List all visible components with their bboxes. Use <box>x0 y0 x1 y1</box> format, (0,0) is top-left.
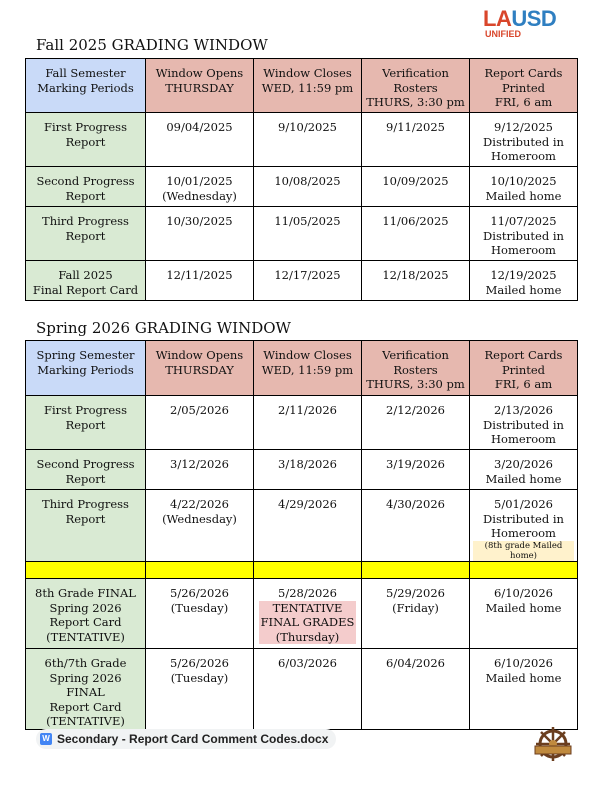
report-cards-cell: 12/19/2025 Mailed home <box>470 261 578 301</box>
report-cards-cell: 11/07/2025 Distributed in Homeroom <box>470 207 578 261</box>
report-cards-cell: 6/10/2026 Mailed home <box>470 649 578 730</box>
table-row <box>26 450 578 490</box>
verification-cell: 3/19/2026 <box>362 450 470 490</box>
school-emblem-icon <box>530 726 576 766</box>
window-closes-cell: 10/08/2025 <box>254 167 362 207</box>
verification-cell: 4/30/2026 <box>362 490 470 562</box>
row-label: Third Progress Report <box>26 490 146 562</box>
window-opens-cell: 2/05/2026 <box>146 396 254 450</box>
yellow-divider-row <box>26 562 578 579</box>
table-row <box>26 207 578 261</box>
spring-header-window-closes: Window Closes WED, 11:59 pm <box>254 341 362 396</box>
verification-cell: 10/09/2025 <box>362 167 470 207</box>
table-row <box>26 113 578 167</box>
verification-cell: 5/29/2026 (Friday) <box>362 579 470 649</box>
window-opens-cell: 4/22/2026 (Wednesday) <box>146 490 254 562</box>
window-opens-cell: 3/12/2026 <box>146 450 254 490</box>
fall-header-marking-periods: Fall Semester Marking Periods <box>26 59 146 113</box>
window-opens-cell: 09/04/2025 <box>146 113 254 167</box>
window-opens-cell: 10/30/2025 <box>146 207 254 261</box>
divider-cell <box>362 562 470 579</box>
window-closes-cell: 4/29/2026 <box>254 490 362 562</box>
fall-title: Fall 2025 GRADING WINDOW <box>36 36 268 54</box>
window-opens-cell: 5/26/2026 (Tuesday) <box>146 579 254 649</box>
spring-header-verification: Verification Rosters THURS, 3:30 pm <box>362 341 470 396</box>
window-opens-cell: 12/11/2025 <box>146 261 254 301</box>
attachment-chip[interactable] <box>36 729 336 749</box>
table-row <box>26 396 578 450</box>
row-label: 8th Grade FINAL Spring 2026 Report Card (TENTATIVE) <box>26 579 146 649</box>
fall-header-window-opens: Window Opens THURSDAY <box>146 59 254 113</box>
fall-header-verification: Verification Rosters THURS, 3:30 pm <box>362 59 470 113</box>
table-row <box>26 261 578 301</box>
fall-grading-table <box>25 58 578 301</box>
row-label: 6th/7th Grade Spring 2026 FINAL Report Card (TENTATIVE) <box>26 649 146 730</box>
row-label: Fall 2025 Final Report Card <box>26 261 146 301</box>
spring-header-row <box>26 341 578 396</box>
table-row <box>26 579 578 649</box>
row-label: First Progress Report <box>26 113 146 167</box>
window-closes-cell: 9/10/2025 <box>254 113 362 167</box>
verification-cell: 12/18/2025 <box>362 261 470 301</box>
tentative-final-grades-note: TENTATIVE FINAL GRADES (Thursday) <box>260 600 355 644</box>
verification-cell: 9/11/2025 <box>362 113 470 167</box>
window-closes-cell: 5/28/2026 TENTATIVE FINAL GRADES (Thursday) <box>254 579 362 649</box>
spring-title: Spring 2026 GRADING WINDOW <box>36 319 291 337</box>
row-label: Second Progress Report <box>26 450 146 490</box>
table-row <box>26 490 578 562</box>
fall-header-window-closes: Window Closes WED, 11:59 pm <box>254 59 362 113</box>
window-closes-cell: 3/18/2026 <box>254 450 362 490</box>
spring-grading-table <box>25 340 578 730</box>
window-closes-cell: 11/05/2025 <box>254 207 362 261</box>
window-closes-cell: 12/17/2025 <box>254 261 362 301</box>
window-closes-cell: 6/03/2026 <box>254 649 362 730</box>
window-opens-cell: 10/01/2025 (Wednesday) <box>146 167 254 207</box>
spring-header-report-cards: Report Cards Printed FRI, 6 am <box>470 341 578 396</box>
fall-header-row <box>26 59 578 113</box>
table-row <box>26 167 578 207</box>
eighth-grade-note: (8th grade Mailed home) <box>473 541 574 561</box>
report-cards-cell: 6/10/2026 Mailed home <box>470 579 578 649</box>
report-cards-cell: 5/01/2026 Distributed in Homeroom (8th grade Mailed home) <box>470 490 578 562</box>
row-label: Third Progress Report <box>26 207 146 261</box>
window-closes-cell: 2/11/2026 <box>254 396 362 450</box>
spring-header-window-opens: Window Opens THURSDAY <box>146 341 254 396</box>
row-label: First Progress Report <box>26 396 146 450</box>
row-label: Second Progress Report <box>26 167 146 207</box>
divider-cell <box>254 562 362 579</box>
word-doc-icon: W <box>40 733 52 745</box>
table-row <box>26 649 578 730</box>
report-cards-cell: 2/13/2026 Distributed in Homeroom <box>470 396 578 450</box>
spring-header-marking-periods: Spring Semester Marking Periods <box>26 341 146 396</box>
divider-cell <box>146 562 254 579</box>
report-cards-cell: 3/20/2026 Mailed home <box>470 450 578 490</box>
divider-cell <box>26 562 146 579</box>
report-cards-cell: 9/12/2025 Distributed in Homeroom <box>470 113 578 167</box>
lausd-logo: LAUSD UNIFIED <box>483 6 557 39</box>
attachment-name: Secondary - Report Card Comment Codes.docx <box>57 732 329 746</box>
fall-header-report-cards: Report Cards Printed FRI, 6 am <box>470 59 578 113</box>
verification-cell: 11/06/2025 <box>362 207 470 261</box>
verification-cell: 2/12/2026 <box>362 396 470 450</box>
report-cards-cell: 10/10/2025 Mailed home <box>470 167 578 207</box>
verification-cell: 6/04/2026 <box>362 649 470 730</box>
window-opens-cell: 5/26/2026 (Tuesday) <box>146 649 254 730</box>
divider-cell <box>470 562 578 579</box>
